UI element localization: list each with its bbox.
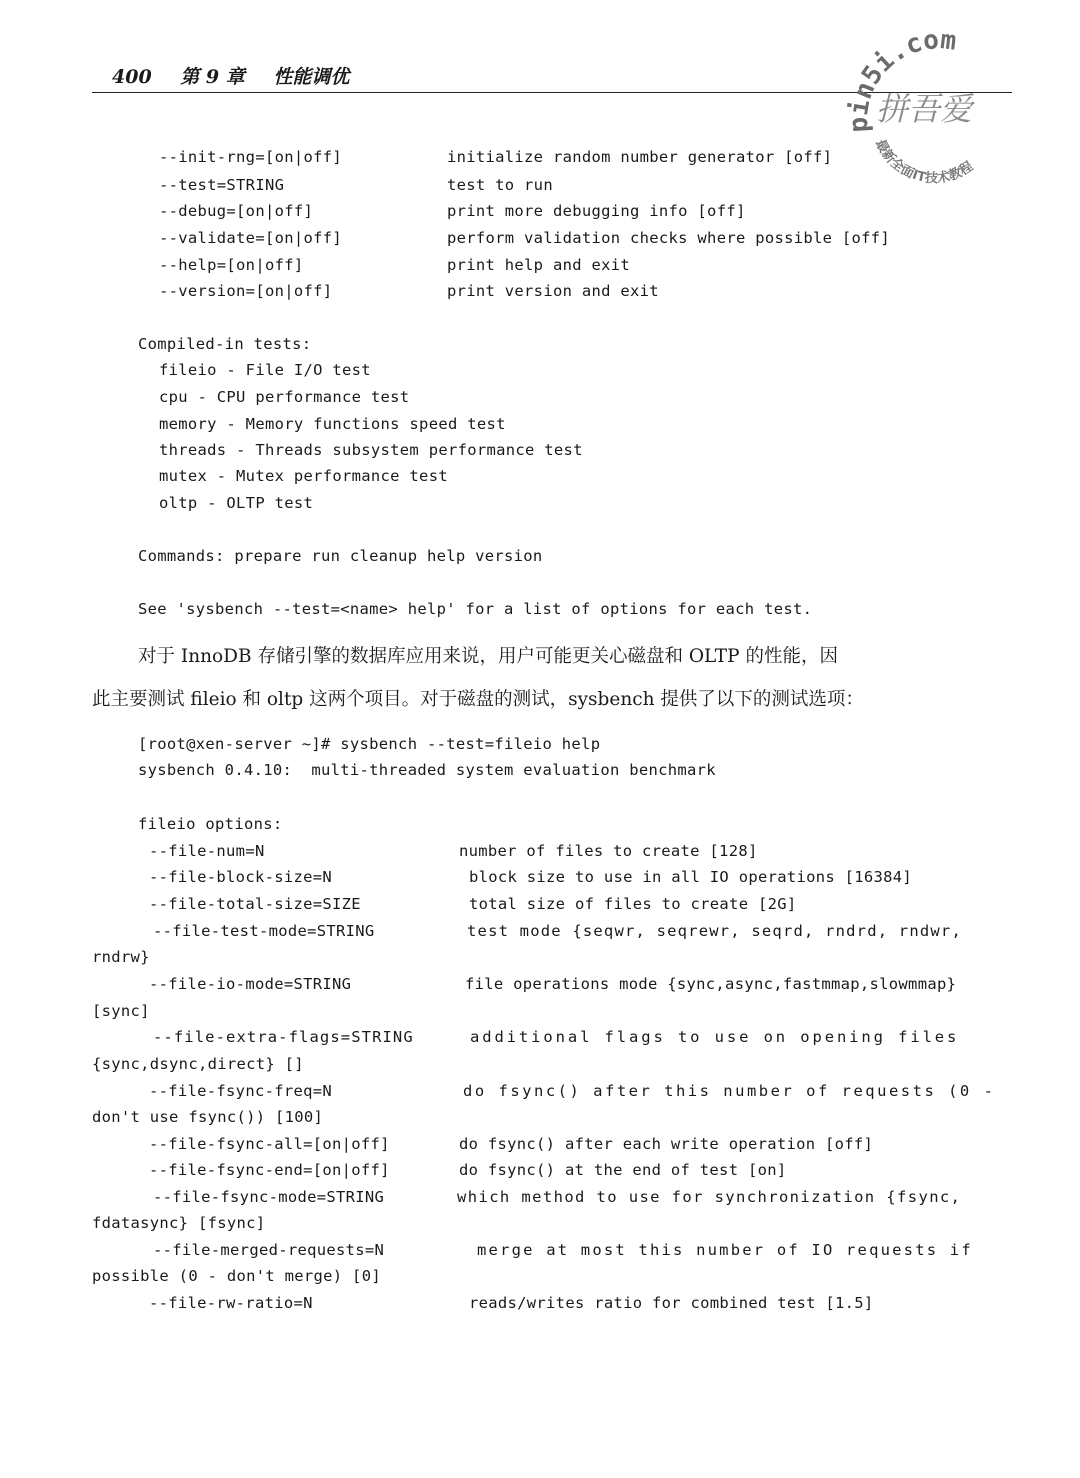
desc-debug: print more debugging info [off] bbox=[447, 202, 746, 220]
desc-file-io-mode: file operations mode {sync,async,fastmmap,slowmmap} bbox=[465, 975, 957, 993]
commands-line: Commands: prepare run cleanup help version bbox=[138, 547, 543, 565]
page-header bbox=[112, 62, 371, 90]
desc-test: test to run bbox=[447, 176, 553, 194]
option-validate: --validate=[on|off] bbox=[159, 229, 343, 247]
chapter-title: 性能调优 bbox=[273, 66, 350, 88]
desc-file-extra-flags-wrap: {sync,dsync,direct} [] bbox=[92, 1055, 304, 1073]
page-number: 400 bbox=[112, 66, 152, 88]
compiled-tests-heading: Compiled-in tests: bbox=[138, 335, 312, 353]
option-file-extra-flags: --file-extra-flags=STRING bbox=[153, 1028, 414, 1046]
desc-help: print help and exit bbox=[447, 256, 631, 274]
body-paragraph-line-1: 对于 InnoDB 存储引擎的数据库应用来说，用户可能更关心磁盘和 OLTP 的性能，因 bbox=[138, 646, 838, 667]
desc-file-fsync-freq: do fsync() after this number of requests (0 - bbox=[463, 1082, 996, 1100]
watermark-slogan: 最新全面IT技术教程 bbox=[872, 137, 976, 187]
watermark-logo bbox=[840, 22, 1020, 197]
test-list-item: threads - Threads subsystem performance test bbox=[159, 441, 583, 459]
desc-file-rw-ratio: reads/writes ratio for combined test [1.5] bbox=[469, 1294, 874, 1312]
svg-text:最新全面IT技术教程 bbox=[872, 137, 976, 186]
option-test: --test=STRING bbox=[159, 176, 285, 194]
option-file-total-size: --file-total-size=SIZE bbox=[149, 895, 361, 913]
body-paragraph-line-2: 此主要测试 fileio 和 oltp 这两个项目。对于磁盘的测试，sysbench 提供了以下的测试选项： bbox=[92, 689, 864, 710]
option-file-fsync-freq: --file-fsync-freq=N bbox=[149, 1082, 333, 1100]
desc-file-merged-requests-wrap: possible (0 - don't merge) [0] bbox=[92, 1267, 381, 1285]
chapter-label: 第 9 章 bbox=[180, 66, 245, 88]
option-file-rw-ratio: --file-rw-ratio=N bbox=[149, 1294, 313, 1312]
desc-file-block-size: block size to use in all IO operations [16384] bbox=[469, 868, 913, 886]
desc-file-io-mode-wrap: [sync] bbox=[92, 1002, 150, 1020]
test-list-item: memory - Memory functions speed test bbox=[159, 415, 506, 433]
shell-prompt-line: [root@xen-server ~]# sysbench --test=fileio help bbox=[138, 735, 601, 753]
desc-file-total-size: total size of files to create [2G] bbox=[469, 895, 797, 913]
see-help-line: See 'sysbench --test=<name> help' for a list of options for each test. bbox=[138, 600, 813, 618]
desc-file-test-mode-wrap: rndrw} bbox=[92, 948, 150, 966]
desc-file-num: number of files to create [128] bbox=[459, 842, 758, 860]
option-file-io-mode: --file-io-mode=STRING bbox=[149, 975, 352, 993]
watermark-brand: 拼吾爱 bbox=[876, 90, 973, 128]
option-file-block-size: --file-block-size=N bbox=[149, 868, 333, 886]
option-version: --version=[on|off] bbox=[159, 282, 333, 300]
option-file-num: --file-num=N bbox=[149, 842, 265, 860]
option-file-fsync-end: --file-fsync-end=[on|off] bbox=[149, 1161, 390, 1179]
desc-version: print version and exit bbox=[447, 282, 659, 300]
option-file-fsync-mode: --file-fsync-mode=STRING bbox=[153, 1188, 385, 1206]
watermark-url: pin5i.com bbox=[843, 25, 958, 134]
desc-file-fsync-mode: which method to use for synchronization {fsync, bbox=[457, 1188, 962, 1206]
test-list-item: fileio - File I/O test bbox=[159, 361, 371, 379]
desc-file-extra-flags: additional flags to use on opening files bbox=[470, 1028, 960, 1046]
desc-file-fsync-freq-wrap: don't use fsync()) [100] bbox=[92, 1108, 324, 1126]
option-init-rng: --init-rng=[on|off] bbox=[159, 148, 343, 166]
desc-file-merged-requests: merge at most this number of IO requests if bbox=[477, 1241, 973, 1259]
test-list-item: mutex - Mutex performance test bbox=[159, 467, 448, 485]
desc-file-fsync-end: do fsync() at the end of test [on] bbox=[459, 1161, 787, 1179]
fileio-options-heading: fileio options: bbox=[138, 815, 283, 833]
test-list-item: cpu - CPU performance test bbox=[159, 388, 410, 406]
desc-file-test-mode: test mode {seqwr, seqrewr, seqrd, rndrd, rndwr, bbox=[467, 922, 962, 940]
test-list-item: oltp - OLTP test bbox=[159, 494, 314, 512]
desc-file-fsync-mode-wrap: fdatasync} [fsync] bbox=[92, 1214, 266, 1232]
desc-init-rng: initialize random number generator [off] bbox=[447, 148, 833, 166]
option-file-merged-requests: --file-merged-requests=N bbox=[153, 1241, 385, 1259]
desc-file-fsync-all: do fsync() after each write operation [off] bbox=[459, 1135, 874, 1153]
sysbench-version-line: sysbench 0.4.10: multi-threaded system evaluation benchmark bbox=[138, 761, 716, 779]
desc-validate: perform validation checks where possible [off] bbox=[447, 229, 891, 247]
option-debug: --debug=[on|off] bbox=[159, 202, 314, 220]
option-file-fsync-all: --file-fsync-all=[on|off] bbox=[149, 1135, 390, 1153]
option-file-test-mode: --file-test-mode=STRING bbox=[153, 922, 375, 940]
option-help: --help=[on|off] bbox=[159, 256, 304, 274]
